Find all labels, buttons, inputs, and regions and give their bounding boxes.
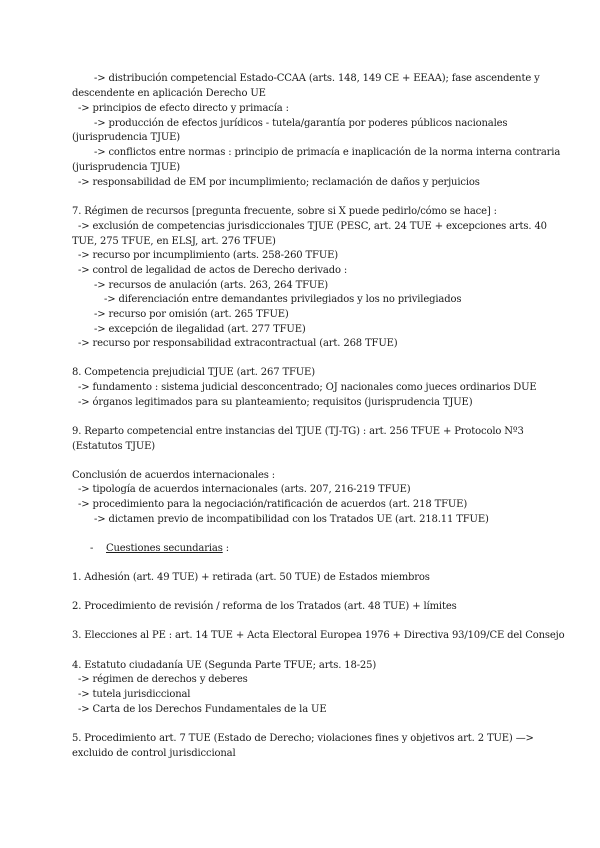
text-line: -> tipología de acuerdos internacionales (arts. 207, 216-219 TFUE) bbox=[78, 484, 411, 495]
text-line: -> excepción de ilegalidad (art. 277 TFUE) bbox=[94, 324, 306, 335]
text-line: -> tutela jurisdiccional bbox=[78, 689, 191, 700]
section-heading: Conclusión de acuerdos internacionales : bbox=[72, 470, 276, 481]
text-line: -> recurso por omisión (art. 265 TFUE) bbox=[94, 309, 289, 320]
text-line: -> distribución competencial Estado-CCAA (arts. 148, 149 CE + EEAA); fase ascendente y bbox=[94, 73, 540, 84]
section-heading: 1. Adhesión (art. 49 TUE) + retirada (art. 50 TUE) de Estados miembros bbox=[72, 572, 430, 583]
section-heading: 5. Procedimiento art. 7 TUE (Estado de Derecho; violaciones fines y objetivos art. 2 TUE) —> bbox=[72, 733, 534, 744]
list-dash: - bbox=[90, 543, 94, 554]
text-line: -> fundamento : sistema judicial desconcentrado; OJ nacionales como jueces ordinarios DUE bbox=[78, 382, 537, 393]
text-line: -> recurso por incumplimiento (arts. 258-260 TFUE) bbox=[78, 250, 339, 261]
text-line: -> recurso por responsabilidad extracontractual (art. 268 TFUE) bbox=[78, 338, 398, 349]
text-line: -> control de legalidad de actos de Derecho derivado : bbox=[78, 265, 348, 276]
text-line: TUE, 275 TFUE, en ELSJ, art. 276 TFUE) bbox=[72, 236, 276, 247]
text-line: -> principios de efecto directo y primacía : bbox=[78, 103, 289, 114]
text-line: -> órganos legitimados para su planteamiento; requisitos (jurisprudencia TJUE) bbox=[78, 397, 473, 408]
secondary-questions-heading bbox=[72, 541, 528, 556]
text-line: -> exclusión de competencias jurisdiccionales TJUE (PESC, art. 24 TUE + excepciones arts. 40 bbox=[78, 221, 547, 232]
section-heading: 8. Competencia prejudicial TJUE (art. 267 TFUE) bbox=[72, 367, 315, 378]
text-line: (Estatutos TJUE) bbox=[72, 441, 156, 452]
text-line: -> diferenciación entre demandantes privilegiados y los no privilegiados bbox=[104, 294, 462, 305]
section-heading: 3. Elecciones al PE : art. 14 TUE + Acta Electoral Europea 1976 + Directiva 93/109/CE del Consejo bbox=[72, 630, 565, 641]
text-line: -> producción de efectos jurídicos - tutela/garantía por poderes públicos nacionales bbox=[94, 118, 508, 129]
text-line: -> responsabilidad de EM por incumplimiento; reclamación de daños y perjuicios bbox=[78, 177, 480, 188]
section-heading: 7. Régimen de recursos [pregunta frecuente, sobre si X puede pedirlo/cómo se hace] : bbox=[72, 206, 497, 217]
text-line: -> recursos de anulación (arts. 263, 264 TFUE) bbox=[94, 280, 329, 291]
text-line: -> Carta de los Derechos Fundamentales de la UE bbox=[78, 704, 327, 715]
section-heading: 9. Reparto competencial entre instancias del TJUE (TJ-TG) : art. 256 TFUE + Protocolo Nº3 bbox=[72, 426, 524, 437]
secondary-questions-label: Cuestiones secundarias bbox=[106, 543, 223, 554]
text-line: descendente en aplicación Derecho UE bbox=[72, 88, 266, 99]
section-heading: 4. Estatuto ciudadanía UE (Segunda Parte TFUE; arts. 18-25) bbox=[72, 660, 377, 671]
text-line: -> régimen de derechos y deberes bbox=[78, 674, 248, 685]
text-line: (jurisprudencia TJUE) bbox=[72, 132, 181, 143]
text-line: excluido de control jurisdiccional bbox=[72, 748, 236, 759]
text-line: (jurisprudencia TJUE) bbox=[72, 162, 181, 173]
text-line: -> conflictos entre normas : principio de primacía e inaplicación de la norma interna contraria bbox=[94, 147, 561, 158]
text-line: -> procedimiento para la negociación/ratificación de acuerdos (art. 218 TFUE) bbox=[78, 499, 468, 510]
text-line: -> dictamen previo de incompatibilidad con los Tratados UE (art. 218.11 TFUE) bbox=[94, 514, 489, 525]
section-heading: 2. Procedimiento de revisión / reforma de los Tratados (art. 48 TUE) + límites bbox=[72, 601, 457, 612]
colon: : bbox=[222, 543, 229, 554]
